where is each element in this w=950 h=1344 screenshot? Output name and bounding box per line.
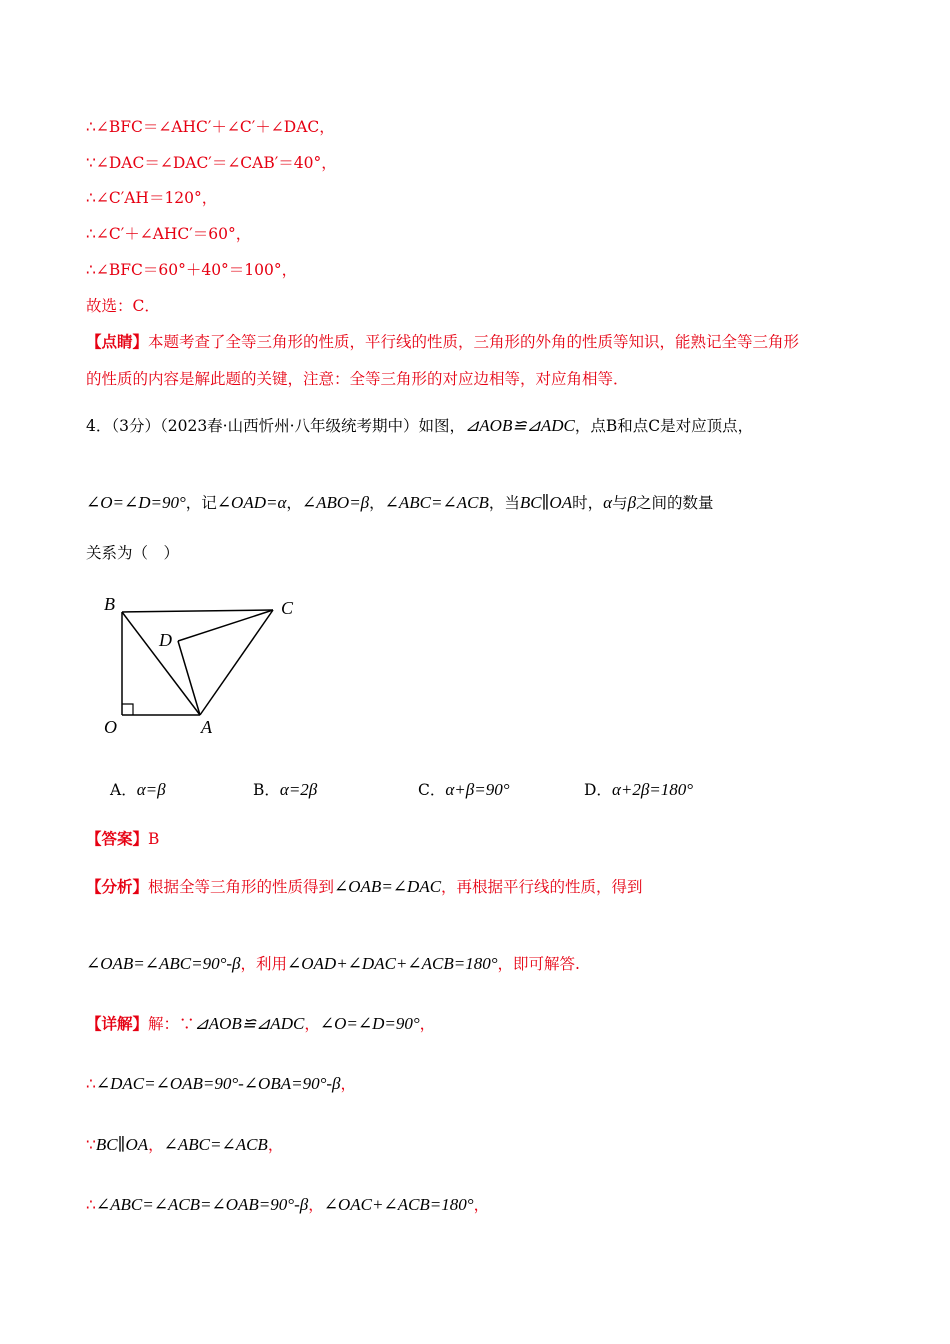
symbol-beta: β (627, 493, 637, 512)
congruence-expr: ⊿AOB≌⊿ADC (465, 416, 575, 435)
analysis-text-1a: 根据全等三角形的性质得到 (148, 878, 335, 896)
detail-line-4 (86, 1194, 489, 1216)
detail-tag: 【详解】 (86, 1014, 149, 1033)
option-d-letter: D． (584, 781, 612, 799)
question-text-1c: ，点B和点C是对应顶点， (574, 417, 754, 435)
question-line-2 (86, 492, 714, 514)
label-a: A (201, 717, 212, 737)
comma: ， (286, 494, 302, 512)
option-b-expr: α=2β (279, 780, 318, 799)
solution-step-5: ∴∠BFC＝60°＋40°＝100°， (86, 261, 298, 279)
question-line-3: 关系为（ ） (86, 544, 180, 562)
question-line-1 (86, 415, 753, 437)
text-shi: 时， (572, 494, 604, 512)
analysis-line-1 (86, 876, 643, 898)
text-dang: ，当 (488, 494, 520, 512)
geometry-figure (100, 588, 310, 740)
symbol-alpha: α (603, 493, 613, 512)
expr-abc-acb: ∠ABC=∠ACB (384, 493, 489, 512)
solution-step-1: ∴∠BFC＝∠AHC′＋∠C′＋∠DAC， (86, 118, 335, 136)
detail-expr-4: BC∥OA (95, 1135, 149, 1154)
analysis-expr-2: ∠OAB=∠ABC=90°-β (86, 954, 241, 973)
analysis-expr-1: ∠OAB=∠DAC (334, 877, 442, 896)
therefore-symbol: ∴ (86, 1196, 96, 1214)
comma: ， (369, 494, 385, 512)
comma: ， (148, 1136, 164, 1154)
detail-expr-6: ∠ABC=∠ACB=∠OAB=90°-β (95, 1195, 309, 1214)
option-c[interactable] (418, 778, 510, 800)
option-c-expr: α+β=90° (445, 780, 510, 799)
detail-expr-3: ∠DAC=∠OAB=90°-∠OBA=90°-β (95, 1074, 341, 1093)
detail-expr-2: ∠O=∠D=90° (319, 1014, 420, 1033)
option-b[interactable] (253, 778, 317, 800)
solution-step-3: ∴∠C′AH＝120°， (86, 189, 218, 207)
option-c-letter: C． (418, 781, 446, 799)
question-number: 4． (86, 417, 112, 435)
option-d[interactable] (584, 778, 693, 800)
option-a-expr: α=β (136, 780, 166, 799)
label-b: B (104, 594, 115, 614)
analysis-expr-3: ∠OAD+∠DAC+∠ACB=180° (287, 954, 498, 973)
detail-line-3 (86, 1134, 283, 1156)
detail-expr-1: ⊿AOB≌⊿ADC (194, 1014, 305, 1033)
comma: ， (304, 1015, 320, 1033)
segment-bc (122, 610, 273, 612)
analysis-line-2 (86, 953, 580, 975)
text-yu: 与 (612, 494, 628, 512)
right-angle-mark (122, 704, 133, 715)
comment-line-1 (86, 331, 799, 353)
text-ji: ，记 (185, 494, 217, 512)
comment-text-1: 本题考查了全等三角形的性质，平行线的性质，三角形的外角的性质等知识，能熟记全等三角形 (148, 333, 800, 351)
segment-da (178, 641, 200, 715)
detail-expr-7: ∠OAC+∠ACB=180° (323, 1195, 474, 1214)
comment-line-2: 的性质的内容是解此题的关键，注意：全等三角形的对应边相等，对应角相等． (86, 370, 629, 388)
therefore-symbol: ∴ (86, 1075, 96, 1093)
option-a-letter: A． (110, 781, 137, 799)
analysis-tag: 【分析】 (86, 877, 149, 896)
solution-step-4: ∴∠C′＋∠AHC′＝60°， (86, 225, 252, 243)
detail-text-1a: 解：∵ (148, 1015, 195, 1033)
analysis-text-2b: ，利用 (240, 955, 288, 973)
comma: ， (308, 1196, 324, 1214)
segment-ba (122, 612, 200, 715)
option-b-letter: B． (253, 781, 280, 799)
question-meta: （3分）（2023春·山西忻州·八年级统考期中）如图， (111, 417, 466, 435)
answer-tag: 【答案】 (86, 829, 149, 848)
analysis-text-2d: ，即可解答. (497, 955, 580, 973)
comment-tag: 【点睛】 (86, 332, 149, 351)
comma: ， (340, 1075, 357, 1093)
solution-step-2: ∵∠DAC＝∠DAC′＝∠CAB′＝40°， (86, 154, 337, 172)
segment-ca (200, 610, 273, 715)
expr-abo: ∠ABO=β (301, 493, 370, 512)
label-o: O (104, 717, 117, 737)
answer-value: B (148, 830, 160, 848)
detail-line-2 (86, 1073, 356, 1095)
answer-line (86, 828, 159, 850)
label-c: C (281, 598, 294, 618)
solution-choice: 故选：C． (86, 297, 160, 315)
option-a[interactable] (110, 778, 166, 800)
analysis-text-1c: ，再根据平行线的性质，得到 (441, 878, 643, 896)
expr-right-angles: ∠O=∠D=90° (86, 493, 186, 512)
segment-dc (178, 610, 273, 641)
expr-oad: ∠OAD=α (216, 493, 287, 512)
label-d: D (159, 630, 172, 650)
detail-line-1 (86, 1013, 435, 1035)
comma: ， (473, 1196, 490, 1214)
comma: ， (419, 1015, 436, 1033)
option-d-expr: α+2β=180° (611, 780, 694, 799)
detail-expr-5: ∠ABC=∠ACB (163, 1135, 268, 1154)
text-relation: 之间的数量 (636, 494, 714, 512)
expr-parallel: BC∥OA (519, 493, 573, 512)
because-symbol: ∵ (86, 1136, 96, 1154)
comma: ， (267, 1136, 284, 1154)
